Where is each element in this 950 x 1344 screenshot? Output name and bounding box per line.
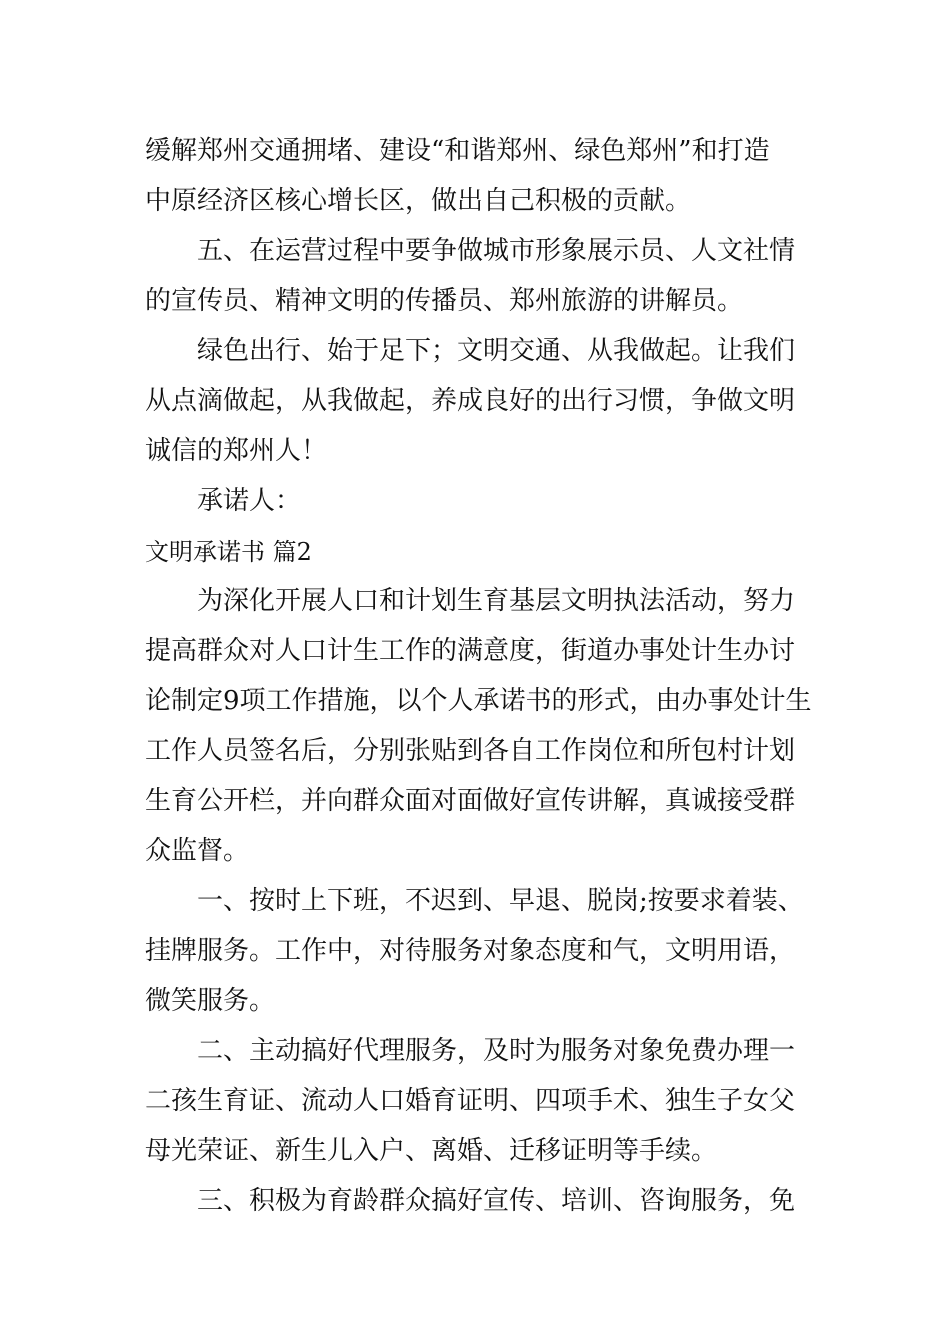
signature-label: 承诺人： (197, 486, 302, 516)
section-heading: 文明承诺书 篇2 (145, 538, 312, 566)
text-line: 从点滴做起，从我做起，养成良好的出行习惯，争做文明 (145, 386, 796, 416)
text-line: 微笑服务。 (145, 986, 276, 1016)
text-line: 论制定9项工作措施，以个人承诺书的形式，由办事处计生 (145, 686, 812, 716)
text-line: 挂牌服务。工作中，对待服务对象态度和气，文明用语， (145, 936, 796, 966)
paragraph-start-line: 三、积极为育龄群众搞好宣传、培训、咨询服务，免 (197, 1186, 796, 1216)
text-line: 生育公开栏，并向群众面对面做好宣传讲解，真诚接受群 (145, 786, 796, 816)
text-line: 工作人员签名后，分别张贴到各自工作岗位和所包村计划 (145, 736, 796, 766)
paragraph-start-line: 五、在运营过程中要争做城市形象展示员、人文社情 (197, 236, 796, 266)
text-line: 母光荣证、新生儿入户、离婚、迁移证明等手续。 (145, 1136, 718, 1166)
paragraph-start-line: 绿色出行、始于足下；文明交通、从我做起。让我们 (197, 336, 796, 366)
text-line: 众监督。 (145, 836, 250, 866)
paragraph-start-line: 一、按时上下班，不迟到、早退、脱岗;按要求着装、 (197, 886, 804, 916)
text-line: 中原经济区核心增长区，做出自己积极的贡献。 (145, 186, 692, 216)
paragraph-start-line: 为深化开展人口和计划生育基层文明执法活动，努力 (197, 586, 796, 616)
text-line: 提高群众对人口计生工作的满意度，街道办事处计生办讨 (145, 636, 796, 666)
text-line: 的宣传员、精神文明的传播员、郑州旅游的讲解员。 (145, 286, 744, 316)
paragraph-start-line: 二、主动搞好代理服务，及时为服务对象免费办理一 (197, 1036, 796, 1066)
text-line: 诚信的郑州人！ (145, 436, 328, 466)
text-line: 二孩生育证、流动人口婚育证明、四项手术、独生子女父 (145, 1086, 796, 1116)
text-line: 缓解郑州交通拥堵、建设“和谐郑州、绿色郑州”和打造 (145, 136, 770, 166)
